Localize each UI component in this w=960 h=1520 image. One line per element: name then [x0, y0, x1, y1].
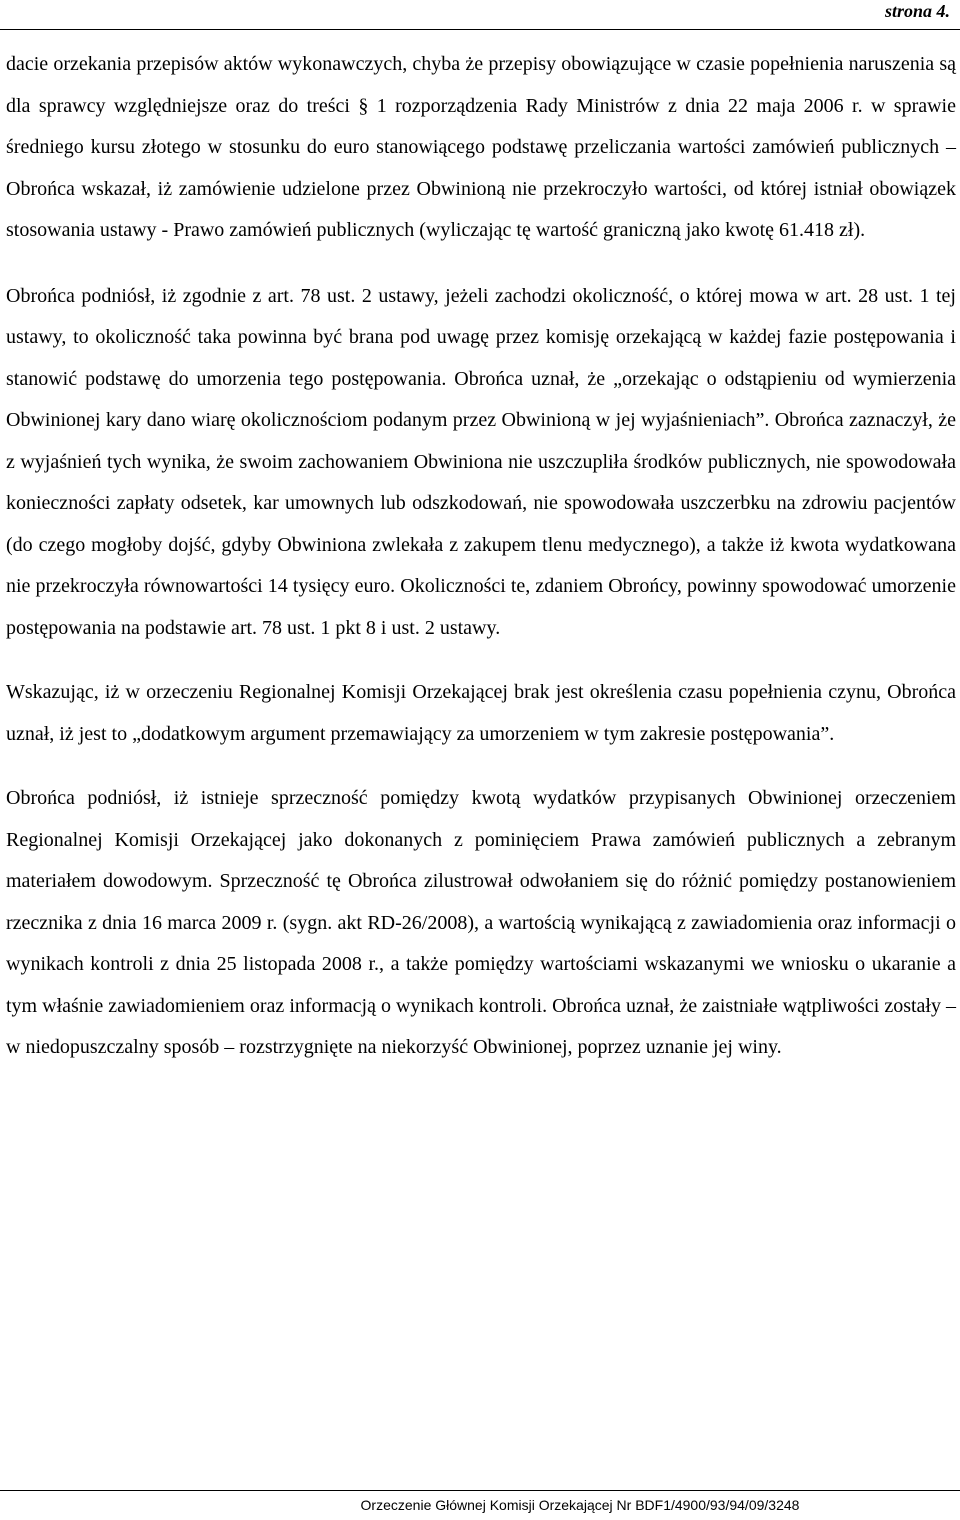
footer-text: Orzeczenie Głównej Komisji Orzekającej Nr BDF1/4900/93/94/09/3248	[360, 1497, 800, 1513]
page-footer	[0, 1490, 960, 1520]
paragraph-2: Obrońca podniósł, iż zgodnie z art. 78 ust. 2 ustawy, jeżeli zachodzi okoliczność, o której mowa w art. 28 ust. 1 tej ustawy, to okoliczność taka powinna być brana pod uwagę przez komisję orzekającą w każdej fazie postępowania i stanowić podstawę do umorzenia tego postępowania. Obrońca uznał, że „orzekając o odstąpieniu od wymierzenia Obwinionej kary dano wiarę okolicznościom podanym przez Obwinioną w jej wyjaśnieniach”. Obrońca zaznaczył, że z wyjaśnień tych wynika, że swoim zachowaniem Obwiniona nie uszczupliła środków publicznych, nie spowodowała konieczności zapłaty odsetek, kar umownych lub odszkodowań, nie spowodowała uszczerbku na zdrowiu pacjentów (do czego mogłoby dojść, gdyby Obwiniona zwlekała z zakupem tlenu medycznego), a także iż kwota wydatkowana nie przekroczyła równowartości 14 tysięcy euro. Okoliczności te, zdaniem Obrońcy, powinny spowodować umorzenie postępowania na podstawie art. 78 ust. 1 pkt 8 i ust. 2 ustawy.	[6, 284, 956, 639]
paragraph-3: Wskazując, iż w orzeczeniu Regionalnej Komisji Orzekającej brak jest określenia czasu popełnienia czynu, Obrońca uznał, iż jest to „dodatkowym argument przemawiający za umorzeniem w tym zakresie postępowania”.	[6, 681, 956, 745]
page-header	[0, 0, 960, 30]
paragraph-1: dacie orzekania przepisów aktów wykonawczych, chyba że przepisy obowiązujące w czasie popełnienia naruszenia są dla sprawcy względniejsze oraz do treści § 1 rozporządzenia Rady Ministrów z dnia 22 maja 2006 r. w sprawie średniego kursu złotego w stosunku do euro stanowiącego podstawę przeliczania wartości zamówień publicznych – Obrońca wskazał, iż zamówienie udzielone przez Obwinioną nie przekroczyło wartości, od której istniał obowiązek stosowania ustawy - Prawo zamówień publicznych (wyliczając tę wartość graniczną jako kwotę 61.418 zł).	[6, 53, 956, 241]
page-number: strona 4.	[884, 1, 950, 21]
document-body	[6, 44, 956, 1092]
paragraph-4: Obrońca podniósł, iż istnieje sprzeczność pomiędzy kwotą wydatków przypisanych Obwinionej orzeczeniem Regionalnej Komisji Orzekającej jako dokonanych z pominięciem Prawa zamówień publicznych a zebranym materiałem dowodowym. Sprzeczność tę Obrońca zilustrował odwołaniem się do różnić pomiędzy postanowieniem rzecznika z dnia 16 marca 2009 r. (sygn. akt RD-26/2008), a wartością wynikającą z zawiadomienia oraz informacji o wynikach kontroli z dnia 25 listopada 2008 r., a także pomiędzy wartościami wskazanymi we wniosku o ukaranie a tym właśnie zawiadomieniem oraz informacją o wynikach kontroli. Obrońca uznał, że zaistniałe wątpliwości zostały – w niedopuszczalny sposób – rozstrzygnięte na niekorzyść Obwinionej, poprzez uznanie jej winy.	[6, 787, 956, 1058]
